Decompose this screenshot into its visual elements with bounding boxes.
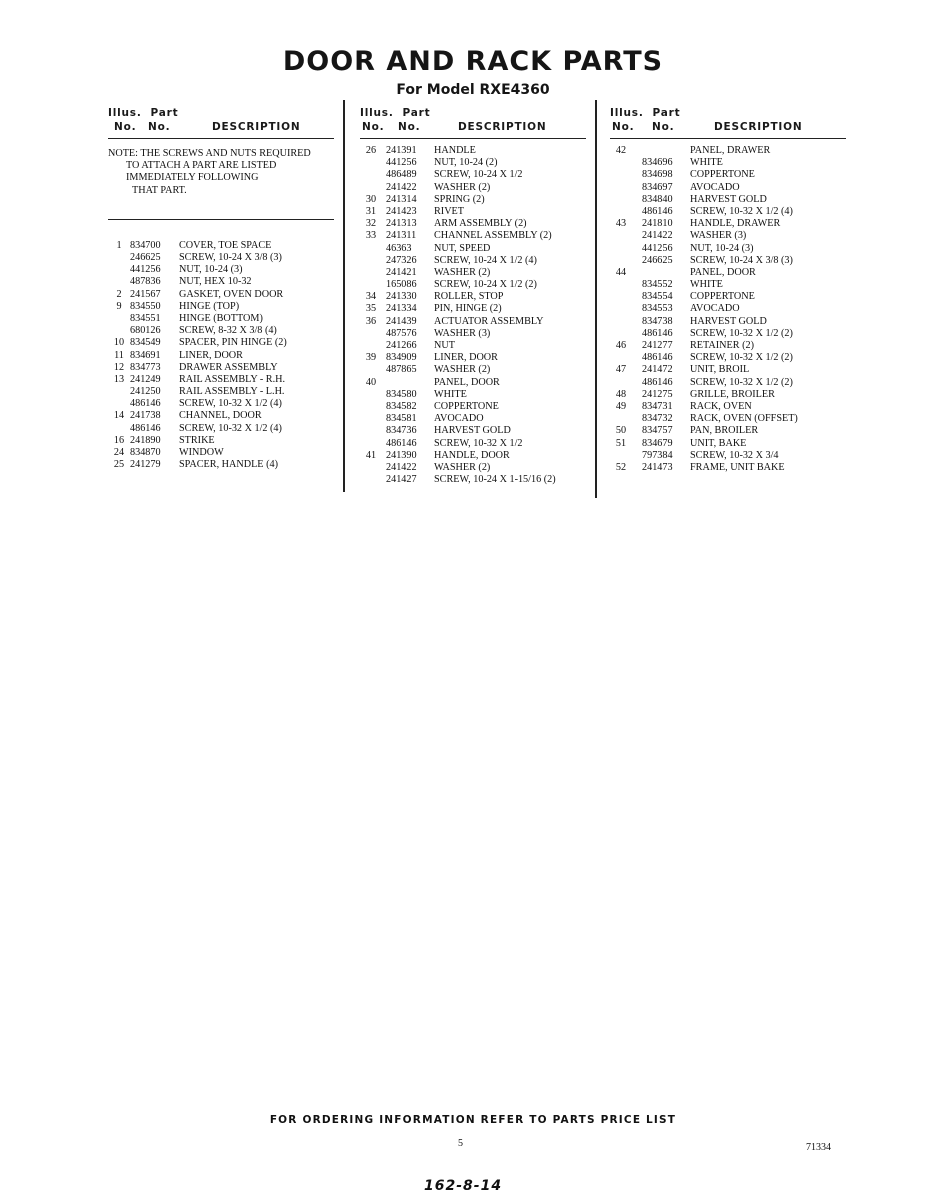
part-row: [610, 328, 846, 340]
part-number: 241250: [130, 386, 161, 398]
part-row: [610, 230, 846, 242]
part-number: 834696: [642, 157, 673, 169]
part-description: UNIT, BAKE: [690, 437, 747, 449]
part-description: AVOCADO: [690, 181, 740, 193]
document-number: 71334: [806, 1142, 831, 1153]
header-description: DESCRIPTION: [212, 121, 301, 133]
part-number: 834553: [642, 303, 673, 315]
part-description: ROLLER, STOP: [434, 291, 504, 303]
part-number: 680126: [130, 325, 161, 337]
part-description: SCREW, 8-32 X 3/8 (4): [179, 325, 277, 337]
part-description: HINGE (TOP): [179, 300, 240, 312]
part-number: 486146: [642, 376, 673, 388]
part-description: RAIL ASSEMBLY - R.H.: [179, 373, 286, 385]
part-row: [360, 230, 586, 242]
part-row: [610, 340, 846, 352]
illus-number: 31: [365, 205, 377, 217]
part-description: ARM ASSEMBLY (2): [434, 218, 527, 230]
column-header-bottom: [360, 120, 586, 134]
part-number: 241275: [642, 388, 673, 400]
part-description: AVOCADO: [434, 413, 484, 425]
part-row: [610, 303, 846, 315]
part-description: WASHER (2): [434, 266, 491, 278]
header-rule: [108, 138, 334, 139]
part-row: [610, 389, 846, 401]
part-number: 834697: [642, 181, 673, 193]
part-number: 241427: [386, 474, 417, 486]
part-description: NUT, HEX 10-32: [179, 276, 252, 288]
part-row: [610, 364, 846, 376]
part-row: [360, 279, 586, 291]
parts-column-3: [610, 106, 846, 474]
part-description: SCREW, 10-24 X 3/8 (3): [690, 254, 793, 266]
illus-number: 50: [615, 425, 627, 437]
part-number: 241313: [386, 218, 417, 230]
header-rule: [360, 138, 586, 139]
illus-number: 49: [615, 400, 627, 412]
part-row: [108, 252, 334, 264]
part-description: PANEL, DOOR: [690, 266, 756, 278]
part-row: [360, 194, 586, 206]
part-description: SCREW, 10-32 X 1/2 (4): [179, 422, 282, 434]
part-description: WASHER (3): [690, 230, 747, 242]
note-rule: [108, 219, 334, 220]
illus-number: 34: [365, 291, 377, 303]
part-row: [108, 386, 334, 398]
part-number: 834731: [642, 400, 673, 412]
part-description: LINER, DOOR: [434, 352, 498, 364]
part-description: SCREW, 10-32 X 1/2: [434, 437, 523, 449]
part-number: 834736: [386, 425, 417, 437]
part-number: 246625: [642, 254, 673, 266]
part-description: NUT, 10-24 (3): [690, 242, 754, 254]
part-row: [108, 313, 334, 325]
part-row: [360, 450, 586, 462]
column-header-top: [360, 106, 586, 120]
part-number: 241330: [386, 291, 417, 303]
part-description: SCREW, 10-32 X 3/4: [690, 449, 779, 461]
part-number: 247326: [386, 254, 417, 266]
part-number: 486146: [130, 398, 161, 410]
part-number: 486146: [642, 205, 673, 217]
part-description: DRAWER ASSEMBLY: [179, 361, 278, 373]
part-row: [108, 410, 334, 422]
part-row: [108, 240, 334, 252]
part-number: 834549: [130, 337, 161, 349]
part-row: [360, 255, 586, 267]
illus-number: 16: [113, 434, 125, 446]
part-number: 241422: [642, 230, 673, 242]
part-description: CHANNEL, DOOR: [179, 410, 262, 422]
column-divider-1: [343, 100, 345, 492]
part-number: 241738: [130, 410, 161, 422]
part-description: PANEL, DRAWER: [690, 145, 771, 156]
header-illus: Illus.: [108, 107, 142, 119]
part-number: 797384: [642, 449, 673, 461]
illus-number: 13: [113, 373, 125, 385]
part-description: SCREW, 10-24 X 1/2 (2): [434, 279, 537, 291]
part-description: GRILLE, BROILER: [690, 388, 775, 400]
part-row: [360, 303, 586, 315]
part-number: 241421: [386, 266, 417, 278]
header-part: Part: [652, 107, 681, 119]
column-header-top: [108, 106, 334, 120]
part-description: FRAME, UNIT BAKE: [690, 461, 785, 473]
part-row: [360, 182, 586, 194]
part-number: 834581: [386, 413, 417, 425]
illus-number: 42: [615, 145, 627, 156]
part-row: [610, 279, 846, 291]
part-number: 486146: [642, 327, 673, 339]
part-description: SCREW, 10-32 X 1/2 (4): [690, 205, 793, 217]
page-title: DOOR AND RACK PARTS: [282, 46, 664, 77]
part-row: [360, 413, 586, 425]
page-number: 5: [458, 1138, 463, 1149]
part-row: [360, 328, 586, 340]
parts-list-1: [108, 240, 334, 472]
header-no: No.: [362, 121, 385, 133]
part-row: [360, 206, 586, 218]
illus-number: 43: [615, 218, 627, 230]
part-description: HARVEST GOLD: [690, 193, 767, 205]
part-row: [108, 459, 334, 471]
part-number: 834700: [130, 239, 161, 251]
part-number: 165086: [386, 279, 417, 291]
part-description: SCREW, 10-24 X 1/2: [434, 169, 523, 181]
part-number: 441256: [386, 157, 417, 169]
header-part-no: No.: [148, 121, 171, 133]
part-row: [360, 401, 586, 413]
part-description: NUT: [434, 340, 455, 351]
part-row: [108, 374, 334, 386]
part-row: [610, 243, 846, 255]
illus-number: 24: [113, 447, 125, 458]
part-row: [360, 157, 586, 169]
part-number: 241472: [642, 364, 673, 376]
part-row: [610, 316, 846, 328]
part-row: [108, 289, 334, 301]
part-number: 486146: [386, 437, 417, 449]
part-row: [108, 350, 334, 362]
part-row: [610, 267, 846, 279]
part-description: WHITE: [434, 388, 467, 400]
part-row: [610, 145, 846, 157]
header-no: No.: [612, 121, 635, 133]
part-number: 441256: [130, 264, 161, 276]
part-number: 487865: [386, 364, 417, 376]
header-description: DESCRIPTION: [458, 121, 547, 133]
part-number: 486146: [642, 352, 673, 364]
part-row: [360, 267, 586, 279]
part-description: STRIKE: [179, 434, 215, 446]
part-description: WASHER (2): [434, 364, 491, 376]
parts-column-1: [108, 106, 334, 471]
part-row: [360, 316, 586, 328]
part-row: [360, 364, 586, 376]
part-row: [360, 169, 586, 181]
part-row: [610, 462, 846, 474]
part-row: [360, 291, 586, 303]
part-description: PAN, BROILER: [690, 425, 759, 437]
part-number: 834551: [130, 312, 161, 324]
illus-number: 40: [365, 376, 377, 388]
part-description: WASHER (2): [434, 461, 491, 473]
part-description: UNIT, BROIL: [690, 364, 750, 376]
part-row: [360, 145, 586, 157]
part-number: 487836: [130, 276, 161, 288]
part-row: [360, 352, 586, 364]
part-description: HANDLE, DRAWER: [690, 218, 781, 230]
part-number: 241890: [130, 434, 161, 446]
illus-number: 47: [615, 364, 627, 376]
part-number: 834691: [130, 349, 161, 361]
part-row: [360, 389, 586, 401]
part-description: GASKET, OVEN DOOR: [179, 288, 284, 300]
part-number: 834773: [130, 361, 161, 373]
part-number: 834870: [130, 447, 161, 458]
illus-number: 12: [113, 361, 125, 373]
part-number: 834582: [386, 400, 417, 412]
part-description: NUT, 10-24 (3): [179, 264, 243, 276]
part-description: LINER, DOOR: [179, 349, 243, 361]
part-description: HARVEST GOLD: [690, 315, 767, 327]
part-row: [610, 218, 846, 230]
header-part-no: No.: [398, 121, 421, 133]
column-header-top: [610, 106, 846, 120]
column-divider-2: [595, 100, 597, 498]
part-number: 487576: [386, 327, 417, 339]
part-description: HINGE (BOTTOM): [179, 312, 263, 324]
part-description: SPRING (2): [434, 193, 485, 205]
part-row: [610, 438, 846, 450]
illus-number: 33: [365, 230, 377, 242]
part-number: 241390: [386, 449, 417, 461]
part-description: WINDOW: [179, 447, 224, 458]
part-row: [610, 291, 846, 303]
part-description: SPACER, HANDLE (4): [179, 459, 278, 471]
part-row: [360, 425, 586, 437]
part-description: PIN, HINGE (2): [434, 303, 502, 315]
part-number: 241334: [386, 303, 417, 315]
parts-column-2: [360, 106, 586, 486]
illus-number: 1: [116, 239, 122, 251]
part-number: 834698: [642, 169, 673, 181]
part-number: 486146: [130, 422, 161, 434]
part-number: 241266: [386, 340, 417, 351]
part-row: [610, 377, 846, 389]
part-description: RIVET: [434, 205, 464, 217]
part-row: [108, 423, 334, 435]
part-number: 486489: [386, 169, 417, 181]
part-number: 241810: [642, 218, 673, 230]
part-number: 834757: [642, 425, 673, 437]
part-description: CHANNEL ASSEMBLY (2): [434, 230, 552, 242]
part-description: SPACER, PIN HINGE (2): [179, 337, 287, 349]
header-description: DESCRIPTION: [714, 121, 803, 133]
part-row: [108, 301, 334, 313]
part-description: SCREW, 10-24 X 3/8 (3): [179, 252, 282, 263]
note-block: [108, 148, 334, 197]
model-subtitle: For Model RXE4360: [396, 82, 550, 98]
part-description: COPPERTONE: [434, 400, 499, 412]
column-header-bottom: [610, 120, 846, 134]
illus-number: 30: [365, 193, 377, 205]
note-line-3: IMMEDIATELY FOLLOWING: [126, 172, 259, 184]
illus-number: 35: [365, 303, 377, 315]
part-number: 834732: [642, 413, 673, 425]
part-description: HANDLE: [434, 145, 476, 156]
illus-number: 10: [113, 337, 125, 349]
part-number: 834552: [642, 279, 673, 291]
illus-number: 11: [114, 349, 124, 361]
part-description: WHITE: [690, 279, 723, 291]
part-row: [108, 362, 334, 374]
part-row: [610, 182, 846, 194]
header-part: Part: [150, 107, 179, 119]
part-description: NUT, 10-24 (2): [434, 157, 498, 169]
part-row: [360, 340, 586, 352]
part-description: WASHER (2): [434, 181, 491, 193]
column-header-bottom: [108, 120, 334, 134]
part-number: 241391: [386, 145, 417, 156]
part-description: RETAINER (2): [690, 340, 754, 351]
part-number: 241277: [642, 340, 673, 351]
note-line-2: TO ATTACH A PART ARE LISTED: [126, 160, 277, 172]
part-row: [108, 276, 334, 288]
part-description: HARVEST GOLD: [434, 425, 511, 437]
part-row: [108, 337, 334, 349]
part-description: COPPERTONE: [690, 169, 755, 181]
part-row: [610, 206, 846, 218]
part-row: [360, 462, 586, 474]
part-description: HANDLE, DOOR: [434, 449, 510, 461]
part-number: 241567: [130, 288, 161, 300]
part-row: [360, 243, 586, 255]
header-illus: Illus.: [610, 107, 644, 119]
part-number: 241422: [386, 181, 417, 193]
part-number: 241314: [386, 193, 417, 205]
part-number: 46363: [386, 242, 412, 254]
header-part: Part: [402, 107, 431, 119]
part-description: WASHER (3): [434, 327, 491, 339]
part-row: [610, 157, 846, 169]
header-part-no: No.: [652, 121, 675, 133]
header-illus: Illus.: [360, 107, 394, 119]
part-number: 241423: [386, 205, 417, 217]
illus-number: 32: [365, 218, 377, 230]
part-number: 834840: [642, 193, 673, 205]
part-description: NUT, SPEED: [434, 242, 491, 254]
handwritten-mark: 162-8-14: [424, 1178, 503, 1194]
part-row: [610, 169, 846, 181]
part-row: [610, 194, 846, 206]
part-description: COPPERTONE: [690, 291, 755, 303]
part-row: [360, 438, 586, 450]
part-row: [108, 435, 334, 447]
part-description: SCREW, 10-32 X 1/2 (2): [690, 327, 793, 339]
part-number: 241279: [130, 459, 161, 471]
illus-number: 41: [365, 449, 377, 461]
part-row: [108, 398, 334, 410]
part-row: [108, 447, 334, 459]
part-number: 241473: [642, 461, 673, 473]
part-description: SCREW, 10-24 X 1/2 (4): [434, 254, 537, 266]
part-number: 834738: [642, 315, 673, 327]
part-description: SCREW, 10-32 X 1/2 (4): [179, 398, 282, 410]
illus-number: 46: [615, 340, 627, 351]
illus-number: 9: [116, 300, 122, 312]
part-description: RACK, OVEN: [690, 400, 752, 412]
part-description: SCREW, 10-24 X 1-15/16 (2): [434, 474, 556, 486]
illus-number: 14: [113, 410, 125, 422]
part-row: [108, 264, 334, 276]
part-number: 241249: [130, 373, 161, 385]
illus-number: 48: [615, 388, 627, 400]
part-row: [610, 450, 846, 462]
illus-number: 44: [615, 266, 627, 278]
part-row: [610, 413, 846, 425]
note-line-4: THAT PART.: [132, 184, 187, 196]
part-row: [108, 325, 334, 337]
illus-number: 26: [365, 145, 377, 156]
header-rule: [610, 138, 846, 139]
part-row: [610, 401, 846, 413]
parts-list-2: [360, 145, 586, 486]
part-description: WHITE: [690, 157, 723, 169]
part-number: 441256: [642, 242, 673, 254]
part-number: 834580: [386, 388, 417, 400]
part-row: [360, 377, 586, 389]
part-row: [610, 425, 846, 437]
part-number: 834909: [386, 352, 417, 364]
part-description: RACK, OVEN (OFFSET): [690, 413, 798, 425]
part-description: SCREW, 10-32 X 1/2 (2): [690, 352, 793, 364]
illus-number: 51: [615, 437, 627, 449]
part-number: 834554: [642, 291, 673, 303]
part-row: [360, 218, 586, 230]
part-description: RAIL ASSEMBLY - L.H.: [179, 386, 285, 398]
part-row: [610, 255, 846, 267]
part-number: 246625: [130, 252, 161, 263]
part-number: 834679: [642, 437, 673, 449]
part-description: AVOCADO: [690, 303, 740, 315]
illus-number: 2: [116, 288, 122, 300]
part-number: 241422: [386, 461, 417, 473]
part-description: PANEL, DOOR: [434, 376, 500, 388]
part-row: [360, 474, 586, 486]
note-line-1: NOTE: THE SCREWS AND NUTS REQUIRED: [108, 148, 311, 159]
parts-list-3: [610, 145, 846, 474]
part-description: SCREW, 10-32 X 1/2 (2): [690, 376, 793, 388]
part-description: ACTUATOR ASSEMBLY: [434, 315, 544, 327]
part-number: 834550: [130, 300, 161, 312]
illus-number: 25: [113, 459, 125, 471]
part-description: COVER, TOE SPACE: [179, 239, 272, 251]
illus-number: 39: [365, 352, 377, 364]
part-number: 241439: [386, 315, 417, 327]
part-row: [610, 352, 846, 364]
part-number: 241311: [386, 230, 417, 242]
illus-number: 36: [365, 315, 377, 327]
header-no: No.: [114, 121, 137, 133]
illus-number: 52: [615, 461, 627, 473]
ordering-footer: FOR ORDERING INFORMATION REFER TO PARTS PRICE LIST: [269, 1114, 677, 1126]
